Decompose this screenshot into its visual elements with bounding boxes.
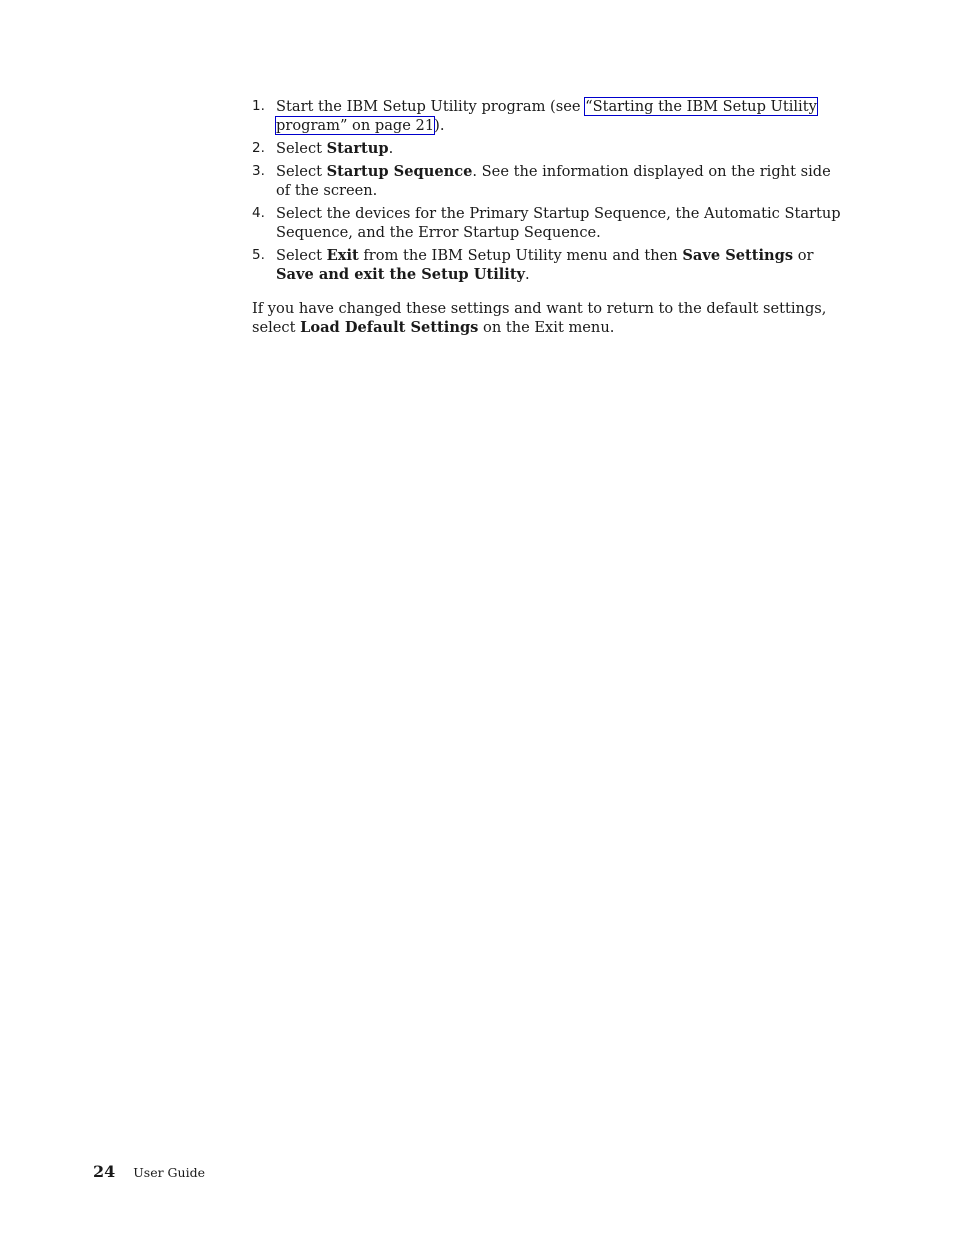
menu-term: Save and exit the Setup Utility: [276, 266, 526, 283]
cross-reference-link[interactable]: “Starting the IBM Setup Utility program” on page 21: [276, 98, 817, 134]
step-number: 4.: [252, 205, 265, 221]
note-text: on the Exit menu.: [478, 319, 615, 336]
step-text: Select: [276, 163, 327, 180]
step-5: [252, 246, 844, 284]
note-paragraph: [252, 299, 844, 337]
step-text: . See the information displayed on the right side of the screen.: [276, 163, 831, 199]
step-3: [252, 162, 844, 200]
menu-term: Save Settings: [682, 247, 794, 264]
page-footer: [93, 1162, 205, 1181]
step-number: 2.: [252, 140, 265, 156]
step-text: .: [388, 140, 394, 157]
guide-title: User Guide: [133, 1165, 205, 1180]
page-content: [252, 97, 844, 337]
step-text: or: [793, 247, 814, 264]
step-2: [252, 139, 844, 158]
menu-term: Startup Sequence: [326, 163, 473, 180]
note-text: If you have changed these settings and want to return to the default settings, select: [252, 300, 827, 336]
step-text: Start the IBM Setup Utility program (see: [276, 98, 586, 115]
step-number: 3.: [252, 163, 265, 179]
step-4: [252, 204, 844, 242]
page-number: 24: [93, 1162, 116, 1181]
step-text: ).: [434, 117, 445, 134]
step-text: Select: [276, 140, 327, 157]
menu-term: Exit: [326, 247, 359, 264]
menu-term: Startup: [326, 140, 389, 157]
steps-list: [252, 97, 844, 284]
menu-term: Load Default Settings: [300, 319, 479, 336]
step-number: 5.: [252, 247, 265, 263]
step-number: 1.: [252, 98, 265, 114]
step-text: .: [525, 266, 530, 283]
step-text: from the IBM Setup Utility menu and then: [358, 247, 683, 264]
step-text: Select the devices for the Primary Startup Sequence, the Automatic Startup Sequence, and the Error Startup Sequence.: [276, 205, 841, 241]
step-text: Select: [276, 247, 327, 264]
step-1: [252, 97, 844, 135]
